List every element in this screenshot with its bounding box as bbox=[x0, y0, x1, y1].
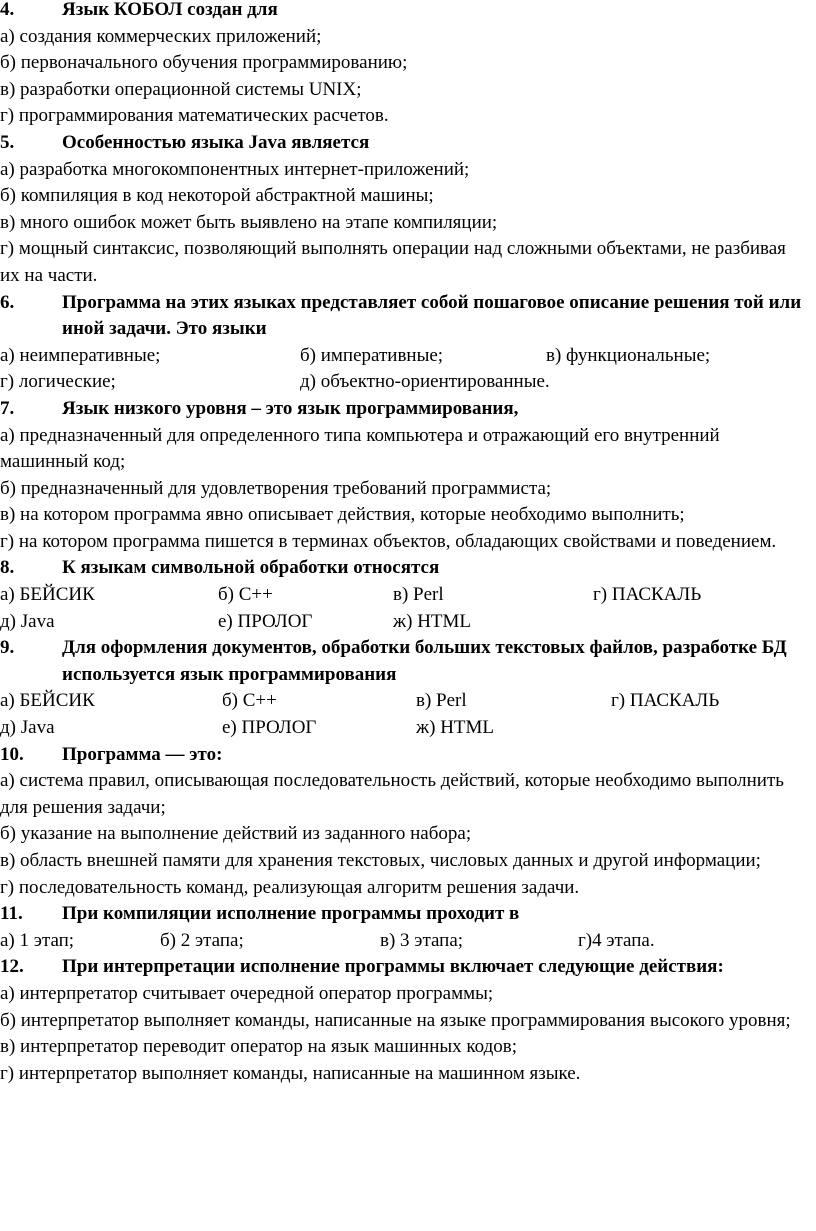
answer-option: б) указание на выполнение действий из заданного набора; bbox=[0, 823, 472, 845]
answer-option: б) С++ bbox=[222, 690, 277, 712]
question-text: Язык низкого уровня – это язык программирования, bbox=[62, 397, 519, 419]
answer-row bbox=[0, 928, 810, 955]
answer-option: в) функциональные; bbox=[546, 344, 711, 366]
answer-row bbox=[0, 582, 810, 609]
question-9 bbox=[0, 635, 810, 688]
answer-option: г) ПАСКАЛЬ bbox=[611, 690, 720, 712]
answer-option: д) Java bbox=[0, 717, 55, 739]
answer-row bbox=[0, 609, 810, 636]
answer-option: а) предназначенный для определенного типа компьютера и отражающий его внутренний машинный код; bbox=[0, 424, 720, 473]
answer-option: е) ПРОЛОГ bbox=[218, 610, 313, 632]
answer-option: в) область внешней памяти для хранения текстовых, числовых данных и другой информации; bbox=[0, 850, 761, 871]
answer-option: а) система правил, описывающая последовательность действий, которые необходимо выполнить для решения задачи; bbox=[0, 770, 784, 818]
answer-option: г) на котором программа пишется в терминах объектов, обладающих свойствами и поведением. bbox=[0, 530, 777, 552]
answer-option: г) мощный синтаксис, позволяющий выполнять операции над сложными объектами, не разбивая их на части. bbox=[0, 238, 786, 286]
answer-option: г) логические; bbox=[0, 371, 116, 393]
answer-option: б) интерпретатор выполняет команды, написанные на языке программирования высокого уровня; bbox=[0, 1009, 791, 1031]
question-6 bbox=[0, 290, 810, 343]
answer-option: в) Perl bbox=[393, 584, 444, 606]
question-number: 7. bbox=[0, 397, 15, 419]
question-text: При интерпретации исполнение программы включает следующие действия: bbox=[62, 956, 724, 978]
question-number: 10. bbox=[0, 743, 24, 765]
answer-option: в) много ошибок может быть выявлено на этапе компиляции; bbox=[0, 211, 498, 233]
question-7 bbox=[0, 396, 810, 423]
answer-option: в) 3 этапа; bbox=[380, 929, 464, 951]
question-10 bbox=[0, 742, 810, 769]
question-text: Программа на этих языках представляет собой пошаговое описание решения той или иной задачи. Это языки bbox=[62, 291, 802, 340]
answer-option: в) на котором программа явно описывает действия, которые необходимо выполнить; bbox=[0, 504, 685, 526]
question-number: 11. bbox=[0, 903, 23, 925]
answer-option: а) БЕЙСИК bbox=[0, 690, 95, 712]
question-text: Для оформления документов, обработки больших текстовых файлов, разработке БД используется язык программирования bbox=[62, 637, 787, 685]
answer-option: ж) HTML bbox=[416, 717, 495, 739]
answer-option: б) С++ bbox=[218, 584, 273, 606]
question-number: 6. bbox=[0, 291, 15, 313]
answer-option: е) ПРОЛОГ bbox=[222, 717, 317, 739]
answer-option: а) 1 этап; bbox=[0, 929, 75, 951]
answer-option: в) интерпретатор переводит оператор на язык машинных кодов; bbox=[0, 1036, 518, 1058]
answer-row bbox=[0, 343, 810, 370]
answer-option: г)4 этапа. bbox=[578, 929, 655, 951]
answer-option: а) создания коммерческих приложений; bbox=[0, 25, 322, 47]
question-4 bbox=[0, 0, 810, 24]
answer-option: д) объектно-ориентированные. bbox=[300, 371, 550, 393]
answer-option: а) интерпретатор считывает очередной оператор программы; bbox=[0, 982, 494, 1004]
answer-option: а) БЕЙСИК bbox=[0, 584, 95, 606]
answer-option: б) 2 этапа; bbox=[160, 929, 244, 951]
answer-option: б) компиляция в код некоторой абстрактной машины; bbox=[0, 185, 434, 207]
question-number: 5. bbox=[0, 131, 15, 153]
question-8 bbox=[0, 555, 810, 582]
answer-option: г) программирования математических расчетов. bbox=[0, 105, 389, 127]
answer-option: д) Java bbox=[0, 610, 55, 632]
answer-option: а) неимперативные; bbox=[0, 344, 161, 366]
question-12 bbox=[0, 954, 810, 981]
question-text: Программа — это: bbox=[62, 743, 223, 765]
answer-row bbox=[0, 369, 810, 396]
answer-option: в) разработки операционной системы UNIX; bbox=[0, 78, 362, 100]
question-text: При компиляции исполнение программы проходит в bbox=[62, 903, 520, 925]
question-text: К языкам символьной обработки относятся bbox=[62, 557, 440, 579]
answer-option: г) ПАСКАЛЬ bbox=[593, 584, 702, 606]
answer-option: б) первоначального обучения программированию; bbox=[0, 52, 408, 74]
question-number: 4. bbox=[0, 0, 15, 20]
question-number: 8. bbox=[0, 557, 15, 579]
question-11 bbox=[0, 901, 810, 928]
question-text: Язык КОБОЛ создан для bbox=[62, 0, 278, 20]
question-number: 9. bbox=[0, 637, 15, 659]
question-text: Особенностью языка Java является bbox=[62, 131, 370, 153]
question-5 bbox=[0, 130, 810, 157]
answer-option: ж) HTML bbox=[393, 610, 472, 632]
answer-option: г) последовательность команд, реализующая алгоритм решения задачи. bbox=[0, 876, 580, 898]
answer-option: б) императивные; bbox=[300, 344, 444, 366]
question-number: 12. bbox=[0, 956, 24, 978]
answer-option: в) Perl bbox=[416, 690, 467, 712]
answer-option: г) интерпретатор выполняет команды, написанные на машинном языке. bbox=[0, 1062, 581, 1084]
answer-option: а) разработка многокомпонентных интернет-приложений; bbox=[0, 158, 470, 180]
answer-row bbox=[0, 715, 810, 742]
answer-option: б) предназначенный для удовлетворения требований программиста; bbox=[0, 477, 552, 499]
answer-row bbox=[0, 688, 810, 715]
